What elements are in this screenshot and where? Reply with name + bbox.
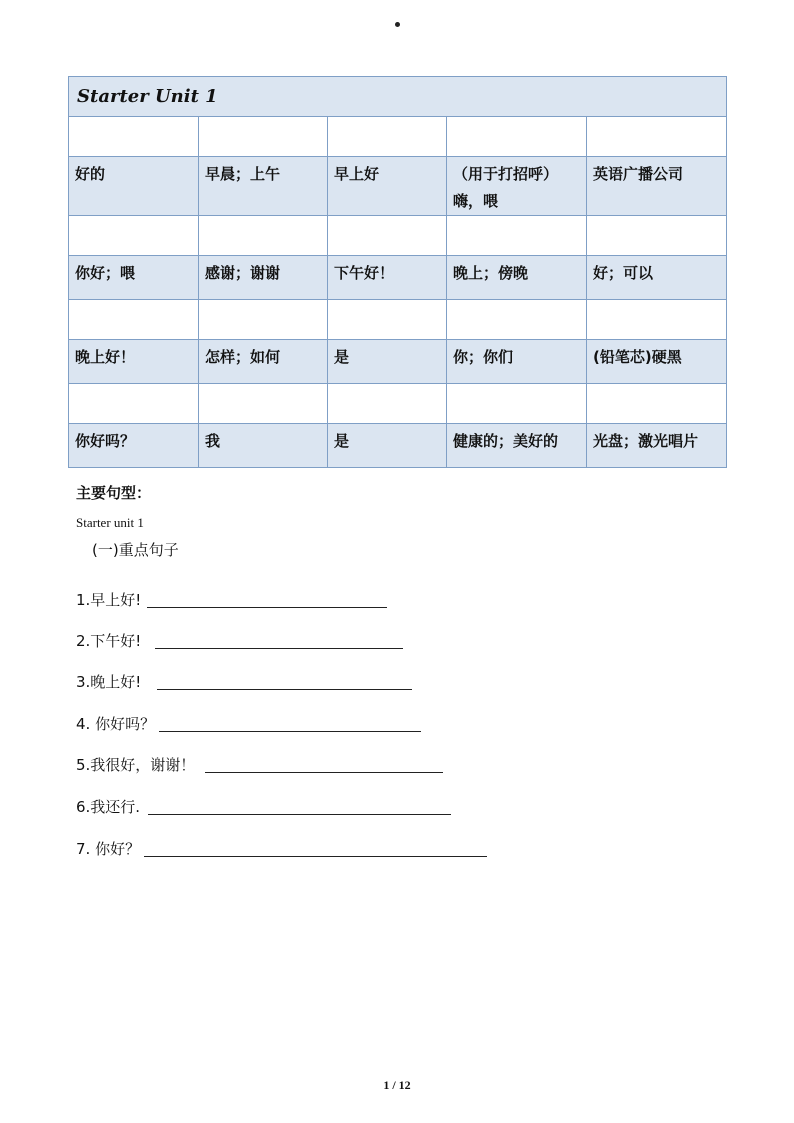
table-cell: 是 — [328, 340, 447, 384]
sentence-text: 3.晚上好! — [76, 673, 142, 691]
table-title-row — [69, 77, 727, 117]
blank-cell[interactable] — [587, 117, 727, 157]
sentence-text: 6.我还行. — [76, 798, 141, 816]
table-cell: 早上好 — [328, 157, 447, 216]
table-title-cell — [69, 77, 727, 117]
blank-cell[interactable] — [328, 384, 447, 424]
blank-cell[interactable] — [447, 300, 587, 340]
blank-cell[interactable] — [199, 300, 328, 340]
table-cell: 你好吗？ — [69, 424, 199, 468]
header-dot — [395, 22, 400, 27]
table-blank-row — [69, 117, 727, 157]
sentence-item — [76, 671, 412, 692]
sentence-item — [76, 754, 443, 775]
unit-label: Starter unit 1 — [76, 515, 144, 530]
table-title: Starter Unit 1 — [77, 85, 218, 107]
table-cell: 健康的；美好的 — [447, 424, 587, 468]
blank-cell[interactable] — [199, 216, 328, 256]
vocabulary-table — [68, 76, 727, 468]
table-cell: 你；你们 — [447, 340, 587, 384]
blank-cell[interactable] — [199, 384, 328, 424]
blank-cell[interactable] — [447, 216, 587, 256]
sentence-item — [76, 838, 487, 859]
table-cell: 光盘；激光唱片 — [587, 424, 727, 468]
table-blank-row — [69, 216, 727, 256]
answer-blank[interactable] — [148, 813, 451, 815]
blank-cell[interactable] — [587, 300, 727, 340]
sentence-text: 2.下午好! — [76, 632, 142, 650]
table-row — [69, 340, 727, 384]
answer-blank[interactable] — [155, 647, 403, 649]
table-cell: 我 — [199, 424, 328, 468]
page-number: 1 / 12 — [383, 1078, 411, 1092]
blank-cell[interactable] — [69, 384, 199, 424]
table-cell: (铅笔芯)硬黑 — [587, 340, 727, 384]
table-row — [69, 256, 727, 300]
table-row — [69, 157, 727, 216]
blank-cell[interactable] — [587, 216, 727, 256]
sentence-text: 5.我很好，谢谢！ — [76, 756, 196, 774]
sentence-text: 7. 你好？ — [76, 840, 141, 858]
table-cell: （用于打招呼）嗨，喂 — [447, 157, 587, 216]
table-cell: 好；可以 — [587, 256, 727, 300]
blank-cell[interactable] — [328, 117, 447, 157]
table-cell: 感谢；谢谢 — [199, 256, 328, 300]
section-heading: 主要句型： — [76, 484, 152, 502]
table-cell: 晚上好！ — [69, 340, 199, 384]
sentence-text: 4. 你好吗？ — [76, 715, 156, 733]
sentence-item — [76, 589, 387, 610]
blank-cell[interactable] — [328, 300, 447, 340]
answer-blank[interactable] — [157, 688, 412, 690]
table-blank-row — [69, 384, 727, 424]
sentence-text: 1.早上好! — [76, 591, 142, 609]
blank-cell[interactable] — [447, 384, 587, 424]
table-cell: 下午好！ — [328, 256, 447, 300]
table-cell: 英语广播公司 — [587, 157, 727, 216]
answer-blank[interactable] — [205, 771, 443, 773]
table-cell: 好的 — [69, 157, 199, 216]
table-cell: 早晨；上午 — [199, 157, 328, 216]
blank-cell[interactable] — [328, 216, 447, 256]
table-cell: 晚上；傍晚 — [447, 256, 587, 300]
sentence-item — [76, 796, 451, 817]
answer-blank[interactable] — [159, 730, 421, 732]
blank-cell[interactable] — [199, 117, 328, 157]
sentence-item — [76, 630, 403, 651]
blank-cell[interactable] — [447, 117, 587, 157]
blank-cell[interactable] — [69, 300, 199, 340]
answer-blank[interactable] — [147, 606, 387, 608]
table-cell: 怎样；如何 — [199, 340, 328, 384]
table-cell: 是 — [328, 424, 447, 468]
table-row — [69, 424, 727, 468]
sentence-item — [76, 713, 421, 734]
answer-blank[interactable] — [144, 855, 487, 857]
sub-heading: (一)重点句子 — [92, 541, 179, 559]
blank-cell[interactable] — [69, 216, 199, 256]
blank-cell[interactable] — [587, 384, 727, 424]
table-cell: 你好；喂 — [69, 256, 199, 300]
blank-cell[interactable] — [69, 117, 199, 157]
table-blank-row — [69, 300, 727, 340]
